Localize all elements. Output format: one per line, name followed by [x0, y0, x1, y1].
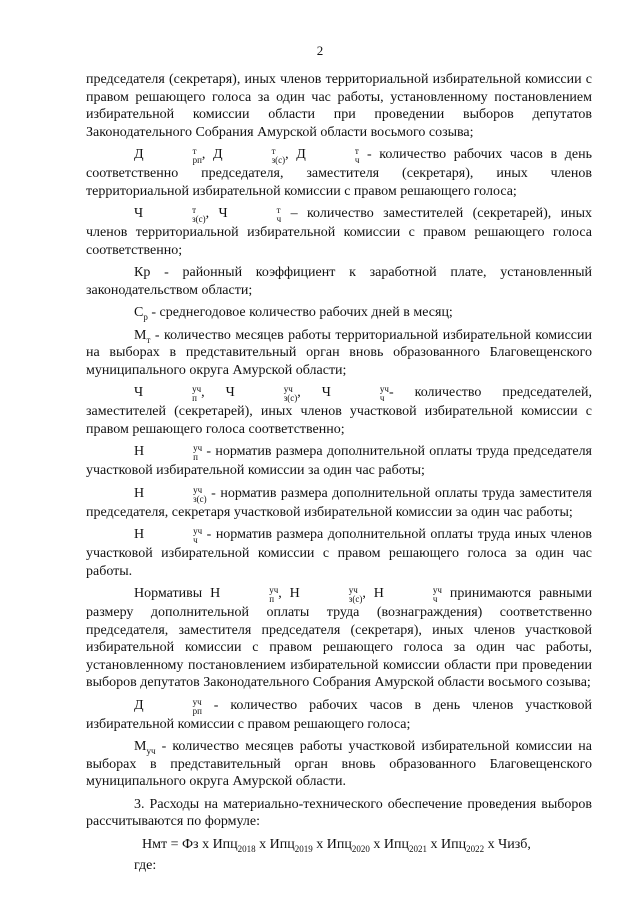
paragraph-hours-territorial: Д т рп , Д т з(с) , Д т ч - количество рабочих часов в день соответственно председателя, заместителя (секретаря), иных членов территориальной избирательной комиссии с правом решающего голоса;	[86, 146, 592, 199]
formula-symbol: Д т рп , Д т з(с) , Д т ч	[134, 146, 360, 165]
paragraph-norms-equal: Нормативы Н уч п , Н уч з(с) , Н уч ч принимаются равными размеру дополнительной оплаты труда (вознаграждения) соответственно председателя, заместителя председателя (секретаря), иных членов участковой избирательной комиссии с правом решающего голоса за один час работы, установленному постановлением избирательной комиссии области при проведении выборов депутатов Законодательного Собрания Амурской области восьмого созыва;	[86, 585, 593, 690]
paragraph-hours-precinct: Д уч рп - количество рабочих часов в день членов участковой избирательной комиссии с правом решающего голоса;	[86, 696, 592, 732]
paragraph-norm-deputy: Н уч з(с) - норматив размера дополнительной оплаты труда заместителя председателя, секретаря участковой избирательной комиссии за один час работы;	[86, 484, 592, 520]
paragraph-count-territorial: Ч т з(с) , Ч т ч – количество заместителей (секретарей), иных членов территориальной избирательной комиссии с правом решающего голоса соответственно;	[86, 205, 593, 258]
formula-symbol: Н уч ч	[134, 526, 203, 545]
formula-symbol: Н уч п , Н уч з(с) , Н уч ч	[210, 585, 442, 604]
formula-nmt: Нмт = Фз х Ипц$_{2018}$ х Ипц$_{2019}$ х Ипц$_{2020}$ х Ипц$_{2021}$ х Ипц$_{2022}$ х Чизб,	[142, 836, 531, 854]
formula-symbol: Ч т з(с) , Ч т ч	[134, 205, 282, 224]
paragraph-months-territorial: $М_т$ - количество месяцев работы территориальной избирательной комиссии на выборах в представительный орган вновь образованного Благовещенского муниципального округа Амурской области;	[86, 327, 592, 378]
page-number: 2	[316, 43, 324, 58]
paragraph-norm-chairman: Н уч п - норматив размера дополнительной оплаты труда председателя участковой избирательной комиссии за один час работы;	[86, 443, 592, 478]
paragraph-section-3: 3. Расходы на материально-технического обеспечение проведения выборов рассчитываются по формуле:	[86, 796, 592, 829]
paragraph-tariff-continuation: председателя (секретаря), иных членов территориальной избирательной комиссии с правом решающего голоса за один час работы, установленному постановлением избирательной комиссии области при проведении выборов депутатов Законодательного Собрания Амурской области восьмого созыва;	[86, 72, 592, 140]
paragraph-months-precinct: $М_{уч}$ - количество месяцев работы участковой избирательной комиссии на выборах в представительный орган вновь образованного Благовещенского муниципального округа Амурской области.	[86, 739, 592, 789]
paragraph-count-precinct: Ч уч п , Ч уч з(с) , Ч уч ч - количество председателей, заместителей (секретарей), иных членов участковой избирательной комиссии с правом решающего голоса соответственно;	[86, 384, 592, 437]
formula-symbol: Н уч з(с)	[134, 484, 207, 504]
paragraph-regional-coefficient: Кр - районный коэффициент к заработной плате, установленный законодательством области;	[86, 265, 592, 298]
formula-symbol: Ч уч п , Ч уч з(с) , Ч уч ч	[134, 384, 389, 403]
paragraph-working-days: $С_р$ - среднегодовое количество рабочих дней в месяц;	[134, 305, 453, 322]
formula-symbol: $М_{уч}$	[134, 739, 156, 756]
formula-symbol: $М_т$	[134, 327, 151, 345]
formula-symbol: Н уч п	[134, 443, 203, 462]
where-label: где:	[134, 858, 157, 873]
formula-symbol: Д уч рп	[134, 696, 202, 716]
document-body	[86, 71, 592, 875]
paragraph-norm-members: Н уч ч - норматив размера дополнительной оплаты труда иных членов участковой избирательной комиссии с правом решающего голоса за один час работы.	[86, 526, 592, 579]
formula-symbol: $С_р$	[134, 305, 148, 322]
